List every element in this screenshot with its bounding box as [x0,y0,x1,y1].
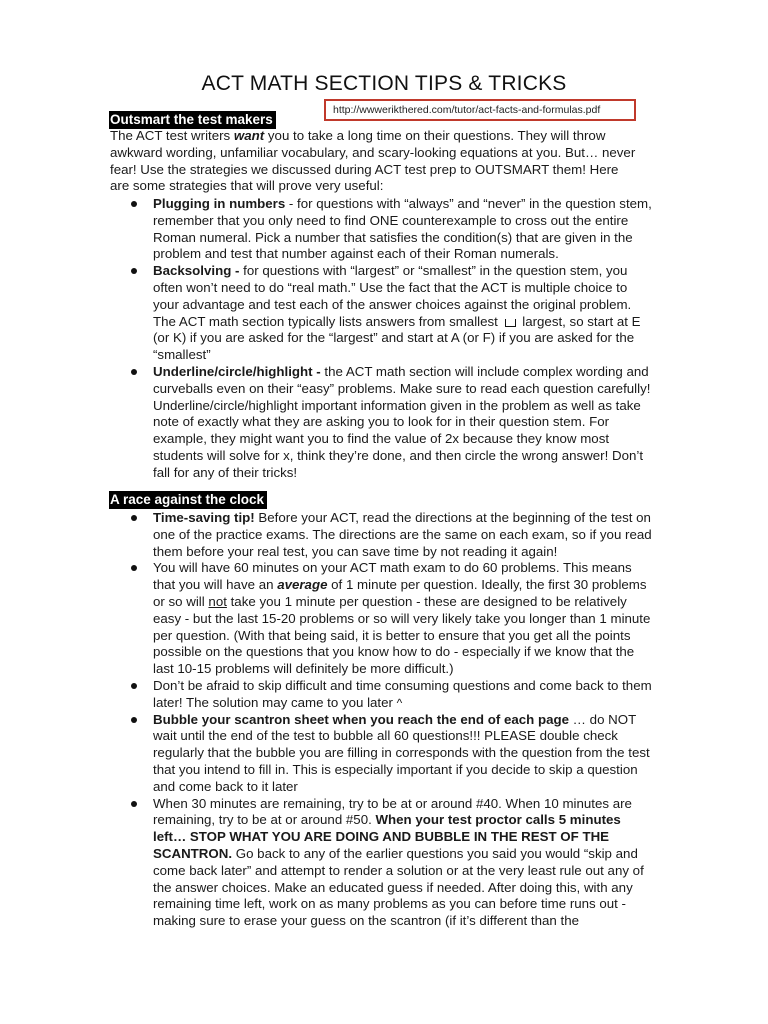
strategy-list [153,196,653,482]
section-heading-outsmart: Outsmart the test makers [109,111,276,129]
bullet-icon [131,369,137,375]
bullet-text: - for questions with “always” and “never” in the question stem, remember that you only need to find ONE counterexample to cross out the entire Roman numeral. Pick a number that satisfies the condition(s) that are given in the problem and test that number against each of their Roman numerals. [153,196,652,262]
list-item [153,796,653,930]
source-url-link[interactable]: http://wwwerikthered.com/tutor/act-facts-and-formulas.pdf [324,99,636,121]
bullet-icon [131,801,137,807]
intro-text-a: The ACT test writers [110,128,234,143]
intro-emphasis: want [233,128,265,143]
bullet-icon [131,683,137,689]
bullet-icon [131,201,137,207]
section-heading-clock: A race against the clock [109,491,267,509]
list-item [153,712,653,796]
timing-list [153,510,653,930]
bullet-icon [131,565,137,571]
intro-text-b: you to take a long time on their questions. They will throw awkward wording, unfamiliar vocabulary, and scary-looking equations at you. But… never fear! Use the strategies we discussed during ACT test prep to OUTSMART them! Here are some strategies that will prove very useful: [110,128,636,194]
bullet-label: Bubble your scantron sheet when you reach the end of each page [153,711,569,727]
bullet-icon [131,515,137,521]
bullet-text: take you 1 minute per question - these are designed to be relatively easy - but the last 15-20 problems or so will very likely take you longer than 1 minute per question. (With that being said, it is better to ensure that you get all the points possible on the questions that you know how to do - especially if we know that the last 10-15 problems will definitely be more difficult.) [153,593,651,677]
caret-mark: ^ [396,695,403,710]
arrow-placeholder-icon [505,319,516,327]
list-item [153,364,653,482]
list-item [153,510,653,560]
document-title: ACT MATH SECTION TIPS & TRICKS [201,72,567,95]
bullet-text: of 1 minute per question. Ideally, the first 30 problems or so will [153,577,647,609]
bullet-label: Underline/circle/highlight - [153,363,321,379]
bullet-icon [131,717,137,723]
bullet-text: the ACT math section will include complex wording and curveballs even on their “easy” problems. Make sure to read each question carefully! Underline/circle/highlight important information given in the problem as well as take note of exactly what they are asking you to look for in their question stem. For example, they might want you to find the value of 2x because they know most students will solve for x, think they’re done, and then circle the wrong answer! Don’t fall for any of their tricks! [153,363,651,480]
bullet-label: Plugging in numbers [153,196,286,211]
bullet-text: Go back to any of the earlier questions you said you would “skip and come back later” and attempt to render a solution or at the very least rule out any of the answer choices. Make an educated guess if needed. After doing this, with any remaining time left, work on as many problems as you can before time runs out - making sure to erase your guess on the scantron (if it’s different than the [153,845,644,929]
intro-paragraph [110,128,640,195]
list-item [153,263,653,364]
bullet-label: Backsolving - [153,263,240,279]
average-emphasis: average [277,577,328,593]
bullet-text: for questions with “largest” or “smallest” in the question stem, you often won’t need to do “real math.” Use the fact that the ACT is multiple choice to your advantage and test each of the answer choices against the original problem. The ACT math section typically lists answers from smallest [153,263,632,329]
bullet-text: … do NOT wait until the end of the test to bubble all 60 questions!!! PLEASE double check regularly that the bubble you are filling in corresponds with the question from the test that you intend to fill in. This is especially important if you decide to skip a question and come back to it later [153,711,650,794]
bullet-icon [131,268,137,274]
bullet-text: You will have 60 minutes on your ACT math exam to do 60 problems. This means that you will have an [153,560,632,593]
list-item [153,196,653,263]
bullet-bold-text: When your test proctor calls 5 minutes left… STOP WHAT YOU ARE DOING AND BUBBLE IN THE REST OF THE SCANTRON. [153,812,621,861]
bullet-text: Don’t be afraid to skip difficult and time consuming questions and come back to them later! The solution may came to you later [153,677,652,710]
bullet-text: When 30 minutes are remaining, try to be at or around #40. When 10 minutes are remaining, try to be at or around #50. [153,795,632,828]
list-item [153,560,653,678]
bullet-text: largest, so start at E (or K) if you are asked for the “largest” and start at A (or F) if you are asked for the “smallest” [153,313,641,363]
bullet-label: Time-saving tip! [153,510,255,525]
bullet-text: Before your ACT, read the directions at the beginning of the test on one of the practice exams. The directions are the same on each exam, so if you read them before your real test, you can save time by not reading it again! [153,510,652,559]
list-item [153,678,653,712]
not-underlined: not [208,593,227,609]
